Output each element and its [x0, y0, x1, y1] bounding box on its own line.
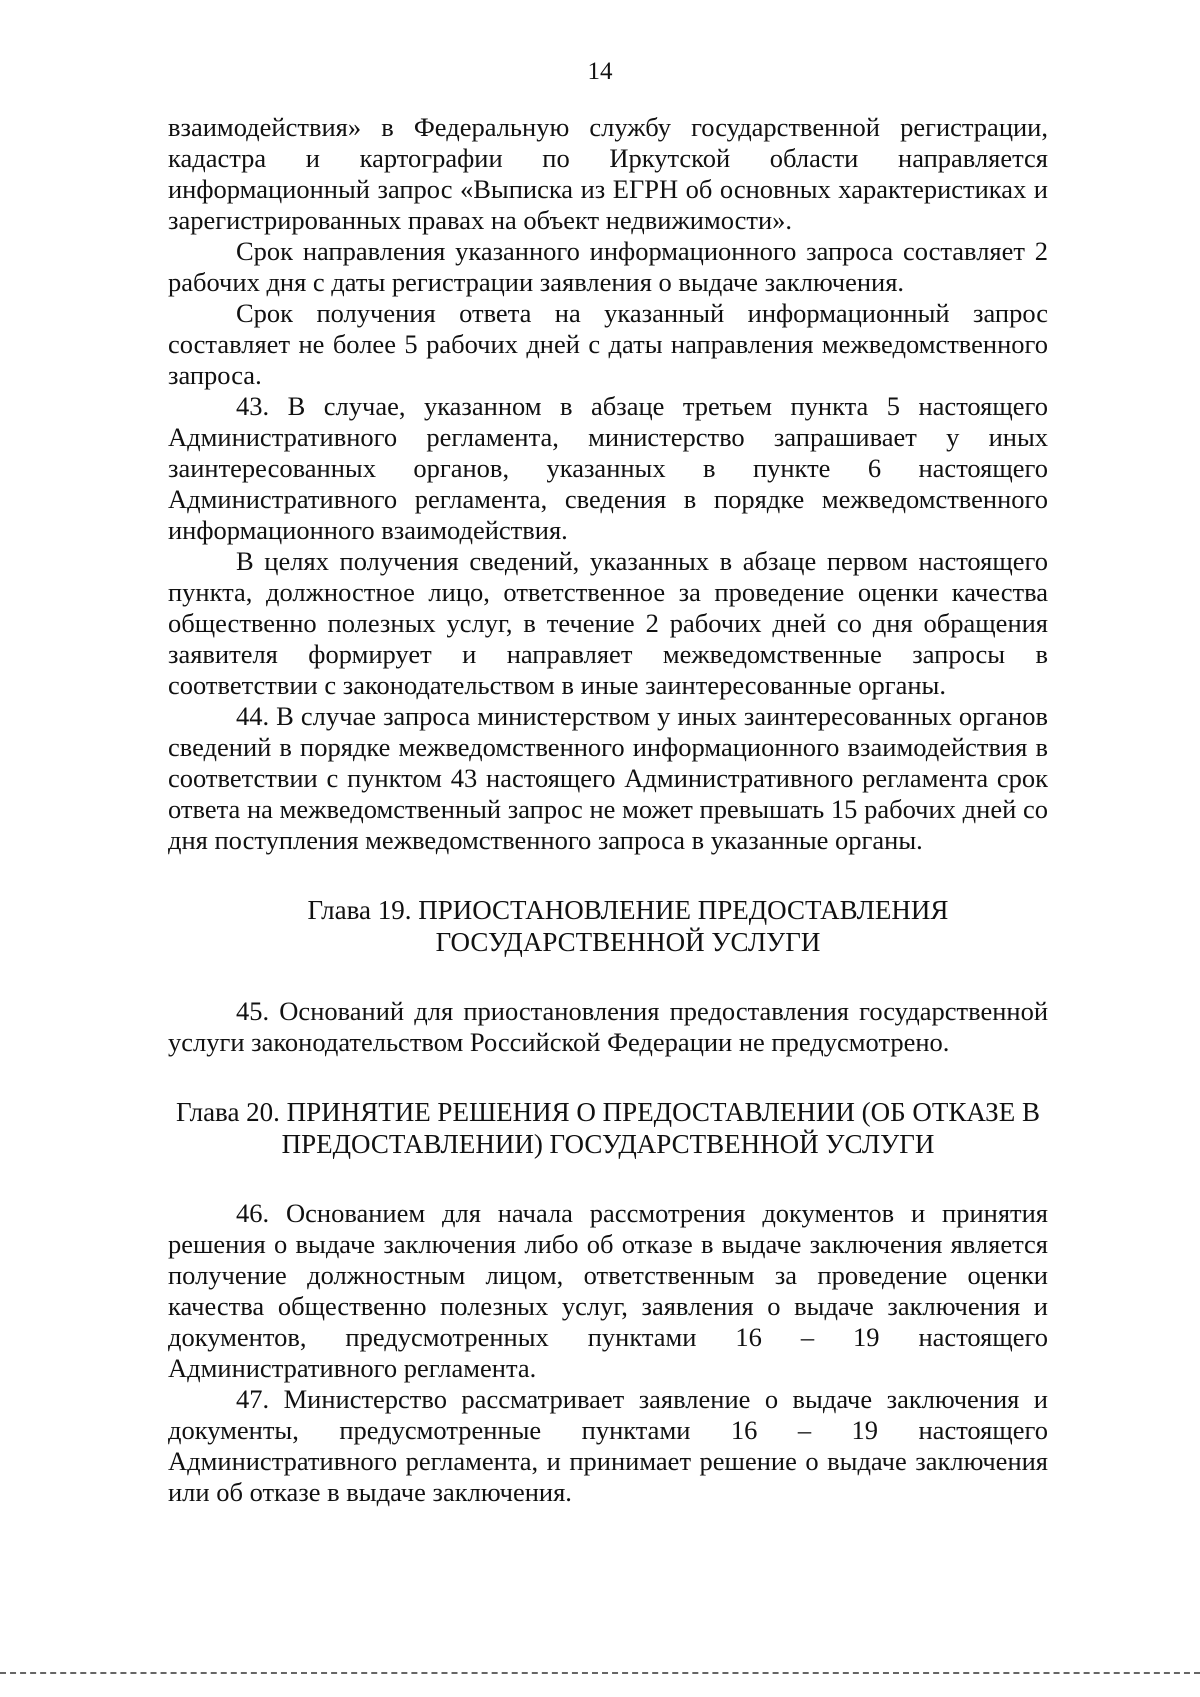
paragraph-44: 44. В случае запроса министерством у иных заинтересованных органов сведений в порядке межведомственного информационного взаимодействия в соответствии с пунктом 43 настоящего Административного регламента срок ответа на межведомственный запрос не может превышать 15 рабочих дней со дня поступления межведомственного запроса в указанные органы. — [168, 701, 1048, 855]
paragraph-43: 43. В случае, указанном в абзаце третьем пункта 5 настоящего Административного регламента, министерство запрашивает у иных заинтересованных органов, указанных в пункте 6 настоящего Административного регламента, сведения в порядке межведомственного информационного взаимодействия. — [168, 391, 1048, 545]
paragraph-46: 46. Основанием для начала рассмотрения документов и принятия решения о выдаче заключения либо об отказе в выдаче заключения является получение должностным лицом, ответственным за проведение оценки качества общественно полезных услуг, заявления о выдаче заключения и документов, предусмотренных пунктами 16 – 19 настоящего Административного регламента. — [168, 1198, 1048, 1383]
page-number: 14 — [587, 58, 613, 85]
chapter-20-line-1: Глава 20. ПРИНЯТИЕ РЕШЕНИЯ О ПРЕДОСТАВЛЕНИИ (ОБ ОТКАЗЕ В — [176, 1097, 1040, 1127]
document-body — [168, 112, 1048, 1508]
chapter-20-heading — [168, 1096, 1048, 1160]
chapter-19-heading — [168, 894, 1048, 958]
chapter-20-line-2: ПРЕДОСТАВЛЕНИИ) ГОСУДАРСТВЕННОЙ УСЛУГИ — [281, 1129, 935, 1159]
paragraph-47: 47. Министерство рассматривает заявление о выдаче заключения и документы, предусмотренные пунктами 16 – 19 настоящего Административного регламента, и принимает решение о выдаче заключения или об отказе в выдаче заключения. — [168, 1384, 1048, 1507]
paragraph-continuation: взаимодействия» в Федеральную службу государственной регистрации, кадастра и картографии по Иркутской области направляется информационный запрос «Выписка из ЕГРН об основных характеристиках и зарегистрированных правах на объект недвижимости». — [168, 112, 1048, 235]
chapter-19-line-1: Глава 19. ПРИОСТАНОВЛЕНИЕ ПРЕДОСТАВЛЕНИЯ — [307, 895, 949, 925]
paragraph-response-deadline: Срок получения ответа на указанный информационный запрос составляет не более 5 рабочих дней с даты направления межведомственного запроса. — [168, 298, 1048, 390]
paragraph-45: 45. Оснований для приостановления предоставления государственной услуги законодательством Российской Федерации не предусмотрено. — [168, 996, 1048, 1057]
chapter-19-line-2: ГОСУДАРСТВЕННОЙ УСЛУГИ — [435, 927, 821, 957]
paragraph-43-detail: В целях получения сведений, указанных в абзаце первом настоящего пункта, должностное лицо, ответственное за проведение оценки качества общественно полезных услуг, в течение 2 рабочих дней со дня обращения заявителя формирует и направляет межведомственные запросы в соответствии с законодательством в иные заинтересованные органы. — [168, 546, 1048, 700]
paragraph-request-deadline: Срок направления указанного информационного запроса составляет 2 рабочих дня с даты регистрации заявления о выдаче заключения. — [168, 236, 1048, 297]
scan-edge-line — [0, 1672, 1200, 1674]
